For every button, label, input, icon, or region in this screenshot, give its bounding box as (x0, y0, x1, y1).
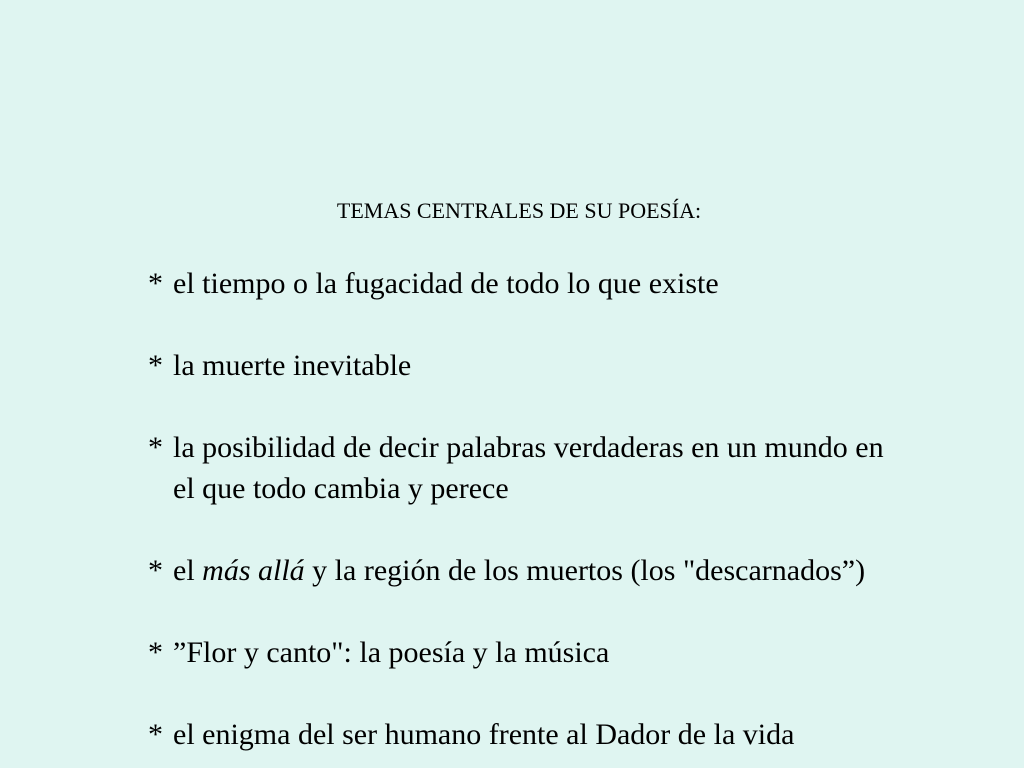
bullet-item-tiempo (148, 263, 719, 304)
bullet-marker: * (148, 267, 163, 300)
bullet-line-2 (148, 468, 884, 509)
bullet-text: el tiempo o la fugacidad de todo lo que existe (173, 267, 719, 300)
bullet-text-continuation: el que todo cambia y perece (173, 472, 509, 505)
bullet-text: la posibilidad de decir palabras verdaderas en un mundo en (173, 431, 884, 464)
bullet-item-flor-y-canto (148, 632, 609, 673)
bullet-marker: * (148, 349, 163, 382)
bullet-text: la muerte inevitable (173, 349, 412, 382)
slide-title: TEMAS CENTRALES DE SU POESÍA: (336, 198, 702, 223)
bullet-marker: * (148, 431, 163, 464)
bullet-marker: * (148, 554, 163, 587)
bullet-marker: * (148, 718, 163, 751)
bullet-text: ”Flor y canto": la poesía y la música (173, 636, 610, 669)
bullet-marker: * (148, 636, 163, 669)
bullet-text-post: y la región de los muertos (los "descarnados”) (304, 554, 866, 587)
bullet-item-muerte (148, 345, 411, 386)
bullet-text-italic: más allá (202, 554, 305, 587)
bullet-text-pre: el (173, 554, 203, 587)
bullet-text: el enigma del ser humano frente al Dador de la vida (173, 718, 795, 751)
bullet-item-enigma (148, 714, 794, 755)
bullet-item-mas-alla (148, 550, 865, 591)
bullet-item-palabras-verdaderas (148, 427, 884, 509)
bullet-line-1 (148, 427, 884, 468)
